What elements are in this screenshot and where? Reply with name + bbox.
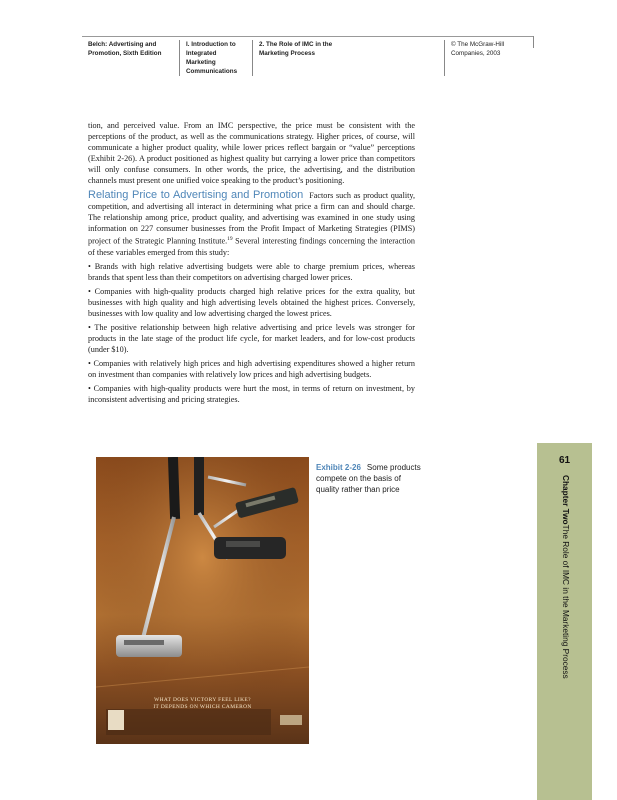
- bullet-item: • The positive relationship between high relative advertising and price levels was stronger for products in the late stage of the product life cycle, for market leaders, and for low-cost products (under $10).: [88, 322, 415, 354]
- running-header: [82, 36, 534, 76]
- header-text: 2. The Role of IMC in the: [259, 41, 333, 48]
- header-rule: [82, 36, 534, 37]
- exhibit-caption-text: Some products compete on the basis of quality rather than price: [316, 463, 421, 494]
- section-heading: Relating Price to Advertising and Promotion: [88, 189, 304, 201]
- bullet-item: • Companies with high-quality products were hurt the most, in terms of return on investment, by inconsistent advertising and pricing strategies.: [88, 383, 415, 404]
- paragraph-1: tion, and perceived value. From an IMC perspective, the price must be consistent with the perceptions of the product, as well as the communications strategy. Higher prices, of course, will communicate a higher product quality, while lower prices reflect bargain or “value” perceptions (Exhibit 2-26). A product positioned as highest quality but carrying a lower price than competitors will only confuse consumers. In other words, the price, the advertising, and the distribution channels must present one unified voice speaking to the product’s positioning.: [88, 121, 415, 185]
- bullet-item: • Brands with high relative advertising budgets were able to charge premium prices, whereas brands that spent less than their competitors on advertising charged lower prices.: [88, 261, 415, 282]
- page-number: 61: [558, 455, 571, 466]
- header-end-rule: [533, 36, 534, 48]
- chapter-title: The Role of IMC in the Marketing Process: [561, 524, 571, 679]
- header-text: Belch: Advertising and: [88, 41, 157, 48]
- body-text: [88, 120, 415, 405]
- header-text: © The McGraw-Hill: [451, 41, 505, 48]
- header-text: Marketing: [186, 59, 216, 66]
- exhibit-caption: [316, 462, 421, 495]
- paragraph-2-tail: Several interesting findings concerning the interaction of these variables emerged from this study:: [88, 236, 415, 257]
- ad-headline-1: WHAT DOES VICTORY FEEL LIKE?: [154, 697, 251, 703]
- chapter-label: Chapter Two: [561, 475, 571, 525]
- header-copyright: [444, 40, 531, 76]
- chapter-running-title: [561, 475, 571, 679]
- footnote-ref: 19: [227, 236, 233, 242]
- header-text: Marketing Process: [259, 50, 315, 57]
- bullet-item: • Companies with high-quality products charged high relative prices for the extra quality, but businesses with high quality and high advertising levels obtained the highest prices. Conversely, businesses with low quality and low advertising charged the lowest prices.: [88, 286, 415, 318]
- paragraph-2: [88, 190, 415, 258]
- chapter-sidebar: [537, 443, 592, 800]
- ad-headline-2: IT DEPENDS ON WHICH CAMERON: [153, 704, 252, 710]
- bullet-item: • Companies with relatively high prices and high advertising expenditures showed a higher return on investment than companies with relatively low prices and high advertising budgets.: [88, 358, 415, 379]
- header-text: Promotion, Sixth Edition: [88, 50, 162, 57]
- header-part-title: [179, 40, 256, 76]
- header-book-title: [82, 40, 176, 76]
- header-text: I. Introduction to Integrated: [186, 41, 236, 57]
- exhibit-image-putter-ad: [96, 457, 309, 744]
- exhibit-label: Exhibit 2-26: [316, 463, 361, 472]
- paragraph-2-text: Factors such as product quality, competition, and advertising all interact in determining what price a firm can and should charge. The relationship among price, product quality, and advertising was examined in one study using information on 227 consumer businesses from the Profit Impact of Marketing Strategies (PIMS) project of the Strategic Planning Institute.: [88, 191, 416, 246]
- header-chapter-title: [252, 40, 349, 76]
- header-text: Companies, 2003: [451, 50, 501, 57]
- header-text: Communications: [186, 68, 238, 75]
